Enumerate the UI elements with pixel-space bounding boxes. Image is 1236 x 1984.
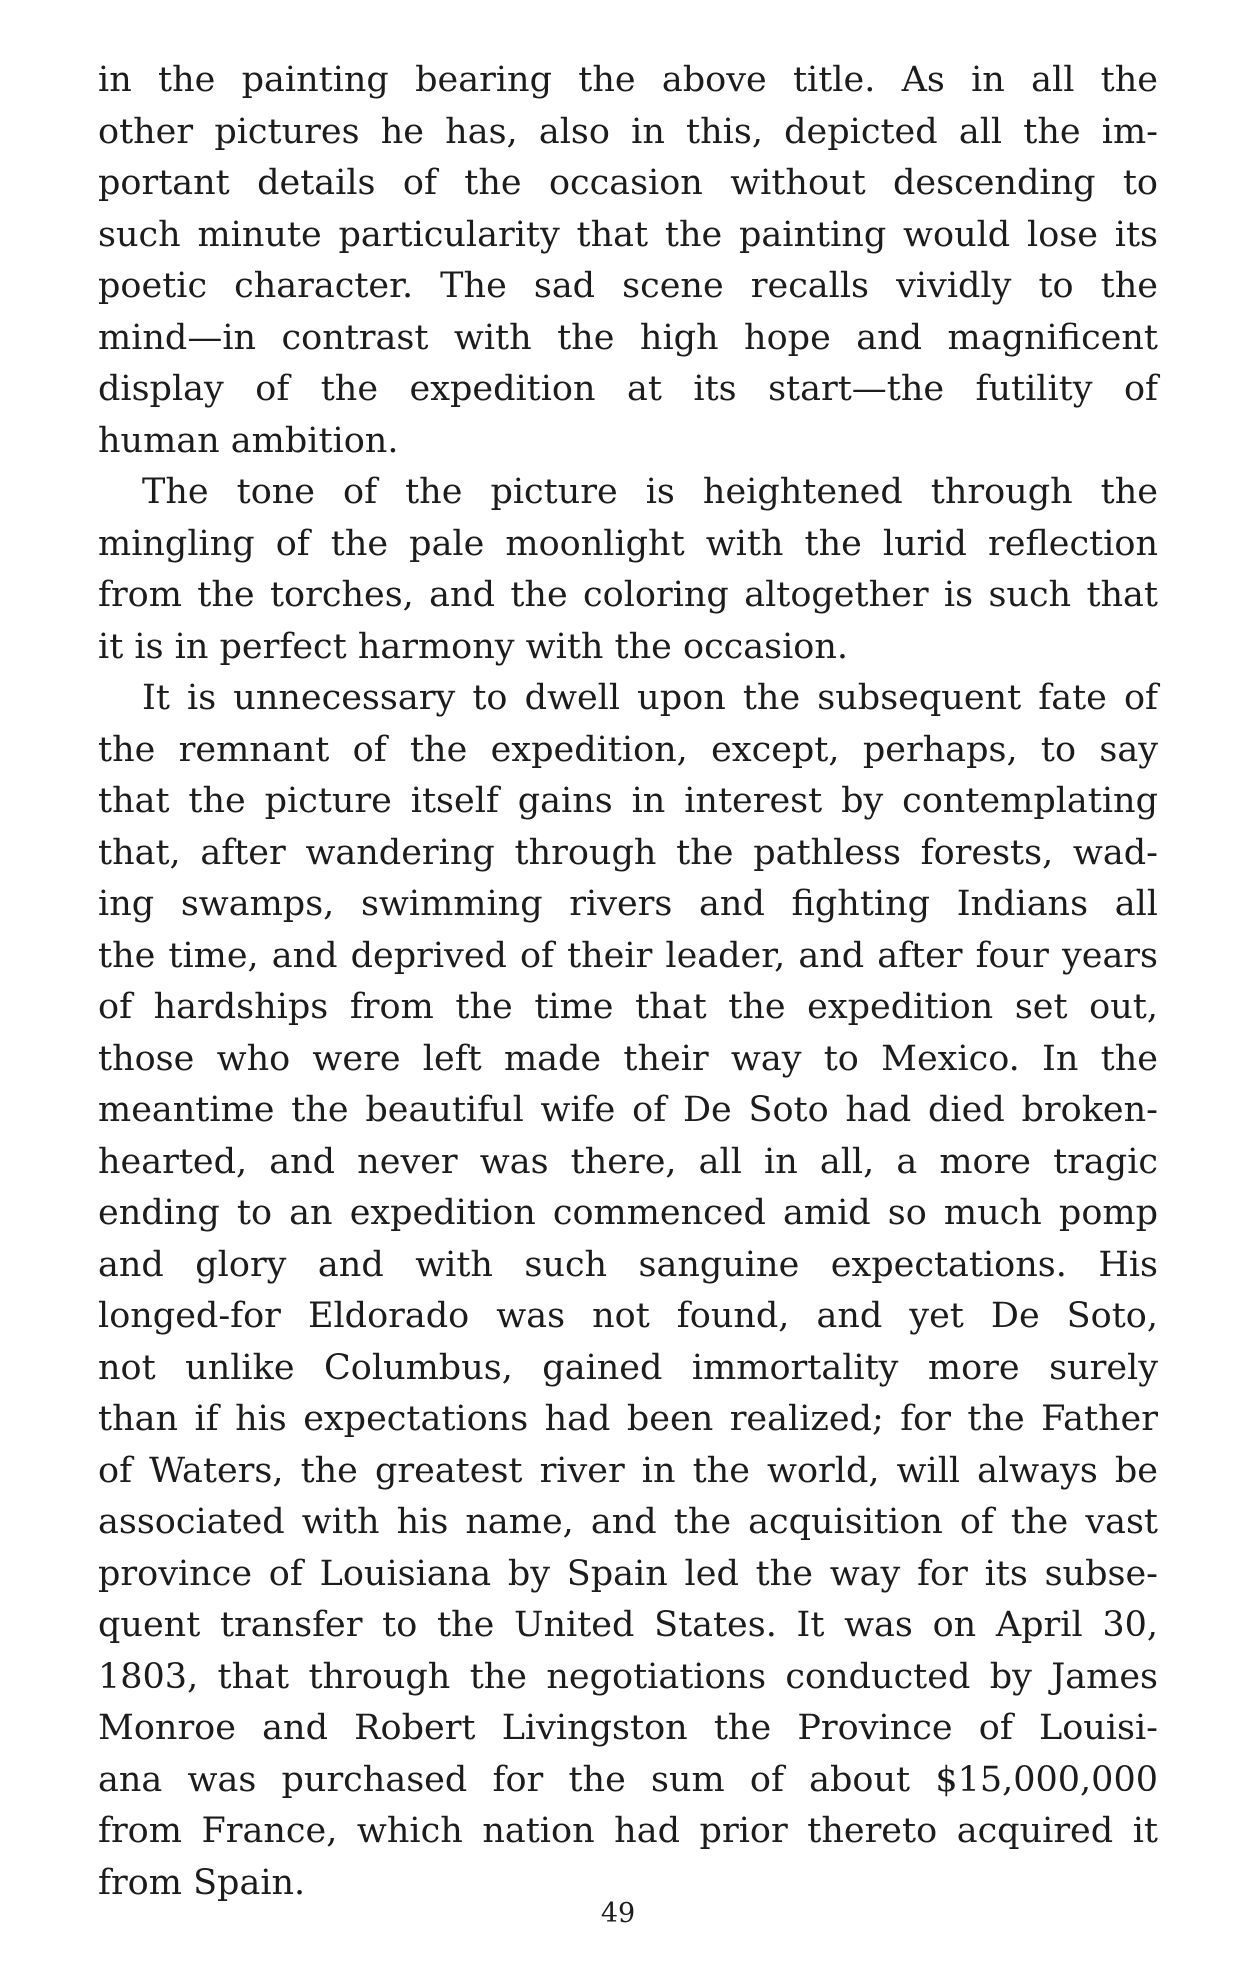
text-line: of Waters, the greatest river in the world, will always be	[98, 1450, 1158, 1491]
text-line: those who were left made their way to Mexico. In the	[98, 1038, 1158, 1079]
text-line: hearted, and never was there, all in all, a more tragic	[98, 1141, 1158, 1182]
page-body	[98, 55, 1158, 1909]
text-line: in the painting bearing the above title. As in all the	[98, 60, 1158, 100]
text-line: other pictures he has, also in this, depicted all the im-	[98, 111, 1158, 152]
text-line: display of the expedition at its start—the futility of	[98, 369, 1158, 409]
page-number: 49	[600, 1898, 636, 1929]
text-line: that the picture itself gains in interest by contemplating	[98, 781, 1158, 821]
text-line: it is in perfect harmony with the occasion.	[98, 626, 849, 667]
text-line: such minute particularity that the painting would lose its	[98, 214, 1158, 255]
text-line: than if his expectations had been realized; for the Father	[98, 1399, 1158, 1439]
paragraph-1	[98, 55, 1158, 467]
text-line: Monroe and Robert Livingston the Province of Louisi-	[98, 1708, 1158, 1748]
text-line: longed-for Eldorado was not found, and yet De Soto,	[98, 1296, 1158, 1336]
paragraph-2	[98, 467, 1158, 673]
text-line: human ambition.	[98, 420, 399, 461]
text-line: poetic character. The sad scene recalls vividly to the	[98, 266, 1158, 306]
text-line: province of Louisiana by Spain led the way for its subse-	[98, 1553, 1158, 1594]
text-line: the remnant of the expedition, except, perhaps, to say	[98, 729, 1158, 770]
text-line: associated with his name, and the acquisition of the vast	[98, 1502, 1158, 1542]
text-line: It is unnecessary to dwell upon the subsequent fate of	[142, 678, 1158, 718]
text-line: and glory and with such sanguine expectations. His	[98, 1244, 1158, 1285]
text-line: from the torches, and the coloring altogether is such that	[98, 575, 1158, 615]
text-line: ing swamps, swimming rivers and fighting Indians all	[98, 884, 1158, 924]
text-line: portant details of the occasion without descending to	[98, 163, 1158, 203]
text-line: The tone of the picture is heightened through the	[142, 472, 1158, 512]
paragraph-3	[98, 673, 1158, 1909]
text-line: mind—in contrast with the high hope and magnificent	[98, 317, 1158, 358]
text-line: ana was purchased for the sum of about $15,000,000	[98, 1759, 1158, 1800]
text-line: the time, and deprived of their leader, and after four years	[98, 935, 1158, 976]
text-line: mingling of the pale moonlight with the lurid reflection	[98, 523, 1158, 564]
text-line: meantime the beautiful wife of De Soto had died broken-	[98, 1090, 1158, 1130]
text-line: quent transfer to the United States. It was on April 30,	[98, 1605, 1158, 1645]
text-line: from Spain.	[98, 1862, 306, 1903]
text-line: 1803, that through the negotiations conducted by James	[98, 1656, 1158, 1697]
text-line: that, after wandering through the pathless forests, wad-	[98, 832, 1158, 873]
text-line: of hardships from the time that the expedition set out,	[98, 987, 1158, 1027]
text-line: from France, which nation had prior thereto acquired it	[98, 1811, 1158, 1851]
text-line: not unlike Columbus, gained immortality more surely	[98, 1347, 1158, 1388]
text-line: ending to an expedition commenced amid so much pomp	[98, 1193, 1158, 1233]
